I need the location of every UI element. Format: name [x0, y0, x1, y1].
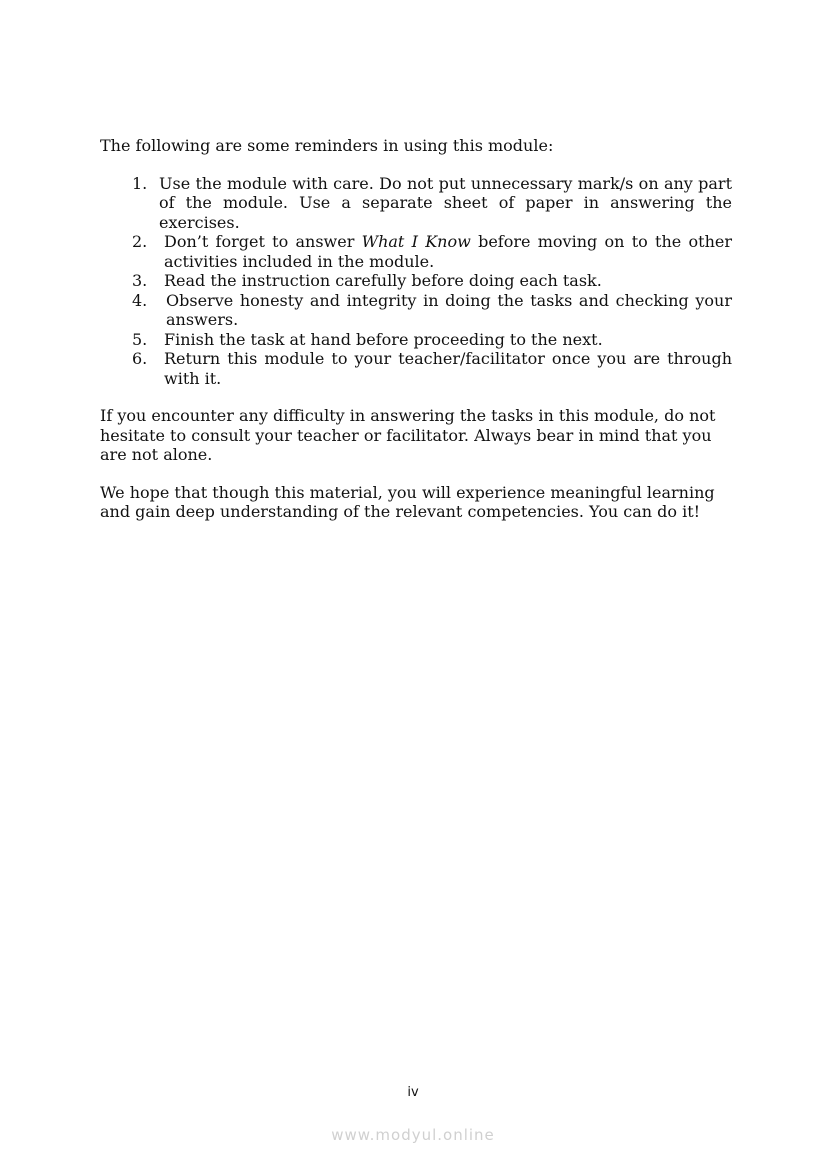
watermark: www.modyul.online	[331, 1126, 495, 1144]
difficulty-paragraph: If you encounter any difficulty in answering the tasks in this module, do not hesitate to consult your teacher or facilitator. Always bear in mind that you are not alone.	[100, 406, 716, 464]
reminder-text: Finish the task at hand before proceeding to the next.	[164, 329, 603, 349]
module-reminders-section	[100, 136, 732, 540]
reminder-number: 4.	[132, 290, 148, 310]
reminder-emphasis: What I Know	[361, 232, 471, 251]
reminder-item-1	[100, 174, 732, 233]
reminder-item-3	[100, 271, 732, 291]
reminder-item-2	[100, 232, 732, 271]
reminder-text: Return this module to your teacher/facilitator once you are through with it.	[164, 349, 732, 388]
reminder-number: 3.	[132, 271, 148, 290]
page-number: iv	[407, 1085, 419, 1100]
reminder-number: 5.	[132, 329, 148, 349]
reminder-number: 2.	[132, 232, 148, 251]
reminder-number: 1.	[132, 173, 148, 193]
reminder-text: Read the instruction carefully before doing each task.	[164, 271, 602, 290]
reminder-number: 6.	[132, 349, 148, 368]
reminder-item-6	[100, 349, 732, 388]
reminders-list	[100, 174, 732, 389]
reminder-text: Use the module with care. Do not put unnecessary mark/s on any part of the module. Use a separate sheet of paper in answering the exercises.	[159, 173, 732, 232]
reminder-text: Observe honesty and integrity in doing the tasks and checking your answers.	[166, 290, 732, 329]
reminder-item-4	[100, 291, 732, 330]
closing-paragraph: We hope that though this material, you will experience meaningful learning and gain deep understanding of the relevant competencies. You can do it!	[100, 482, 715, 521]
reminder-text-after: before moving on to the other activities included in the module.	[164, 232, 733, 271]
reminder-item-5	[100, 330, 732, 350]
intro-sentence: The following are some reminders in using this module:	[100, 136, 554, 155]
reminder-text-before: Don’t forget to answer	[164, 232, 362, 251]
